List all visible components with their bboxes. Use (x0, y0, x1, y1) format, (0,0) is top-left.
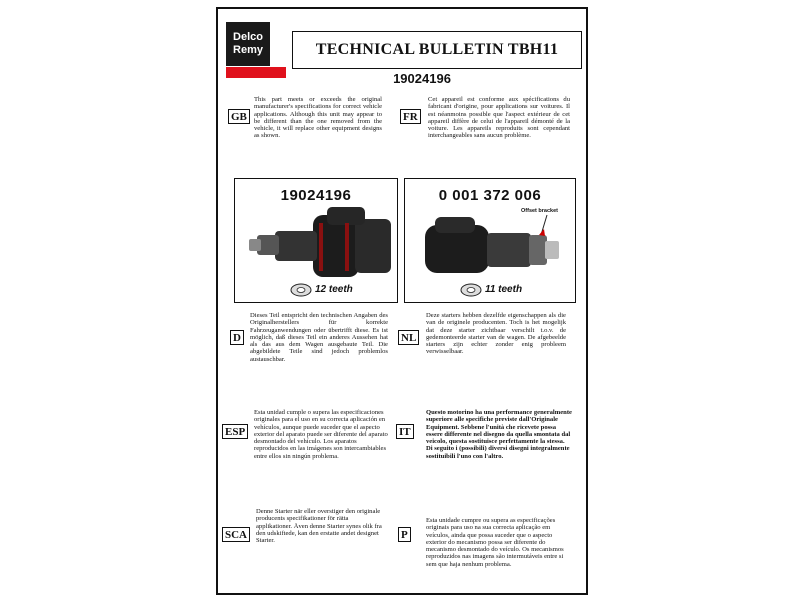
section-text-gb: This part meets or exceeds the original manufacturer's specifications for correct vehicle applications. Although this unit may appear to be different than the one removed from the vehicle, it will replace other equipment designs as shown. (254, 96, 382, 140)
starter-photo-19024196 (234, 178, 398, 303)
pinion-gear-icon-11 (459, 282, 483, 298)
photo-part-number-right: 0 001 372 006 (438, 187, 542, 204)
section-code-d: D (230, 330, 244, 345)
section-text-sca: Denne Starter när eller overstiger den originale producents specifikationer för rätta applikationer. Även denne Starter synes olik fra den udskiftede, kan den erstatte andet designet Starter. (256, 508, 382, 545)
section-code-gb: GB (228, 109, 250, 124)
section-text-nl: Deze starters hebben dezelfde eigenschappen als die van de originele producenten. Toch is het mogelijk dat deze starter zichtbaar verschilt t.o.v. de gedemonteerde starter van de wagen. De afgebeelde starters zijn echter zonder enig probleem verwisselbaar. (426, 312, 566, 356)
section-text-fr: Cet appareil est conforme aux spécifications du fabricant d'origine, pour applications sur voitures. Il est néanmoins possible que l'aspect extérieur de cet appareil diffère de celui de l'appareil démonté de la voiture. Les appareils reproduits sont cependant interchangeables sans aucun problème. (428, 96, 570, 140)
section-code-p: P (398, 527, 411, 542)
section-text-it: Questo motorino ha una performance generalmente superiore alle specifiche previste dall'Originale Equipment. Sebbene l'unità che ricevete possa essere differente nel disegno da quella smontata dal veicolo, questa sostituisce perfettamente la stessa. Di seguito i (possibili) diversi disegni integralmente sostituibili l'uno con l'altro. (426, 409, 572, 460)
section-code-nl: NL (398, 330, 419, 345)
part-number-heading: 19024196 (393, 71, 451, 86)
logo-line1: Delco (233, 31, 263, 43)
section-text-d: Dieses Teil entspricht den technischen Angaben des Originalherstellers für korrekte Fahrzeuganwendungen oder übertrifft diese. Es ist möglich, daß dieses Teil ein anderes Aussehen hat als das aus dem Wagen ausgebaute Teil. Die abgebildete Teile sind jedoch problemlos austauschbar. (250, 312, 388, 363)
pinion-gear-icon-12 (289, 282, 313, 298)
technical-bulletin-sheet (216, 7, 588, 595)
logo-line2: Remy (233, 44, 263, 56)
page-title: TECHNICAL BULLETIN TBH11 (292, 31, 582, 69)
delco-remy-logo (226, 22, 270, 66)
section-code-sca: SCA (222, 527, 250, 542)
section-code-fr: FR (400, 109, 421, 124)
section-code-esp: ESP (222, 424, 248, 439)
teeth-label-left: 12 teeth (315, 284, 353, 295)
starter-photo-0001372006 (404, 178, 576, 303)
photo-part-number-left: 19024196 (280, 187, 352, 204)
section-text-p: Esta unidade cumpre ou supera as especificações originais para uso na sua correcta aplicação em veículos, ainda que possa suceder que o aspecto exterior do mecanismo possa ser diferente do mecanismo desmontado do veículo. Os mecanismos reproduzidos nas imagens são intermutáveis entre si sem que haja nenhum problema. (426, 517, 564, 568)
section-text-esp: Esta unidad cumple o supera las especificaciones originales para el uso en su correcta aplicación en vehículos, aunque puede suceder que el aspecto exterior del aparato puede ser diferente del aparato desmontado del vehículo. Los aparatos reproducidos en las imágenes son intercambiables entre ellos sin ningún problema. (254, 409, 388, 460)
teeth-label-right: 11 teeth (485, 284, 523, 295)
section-code-it: IT (396, 424, 414, 439)
offset-bracket-label: Offset bracket (521, 208, 558, 214)
